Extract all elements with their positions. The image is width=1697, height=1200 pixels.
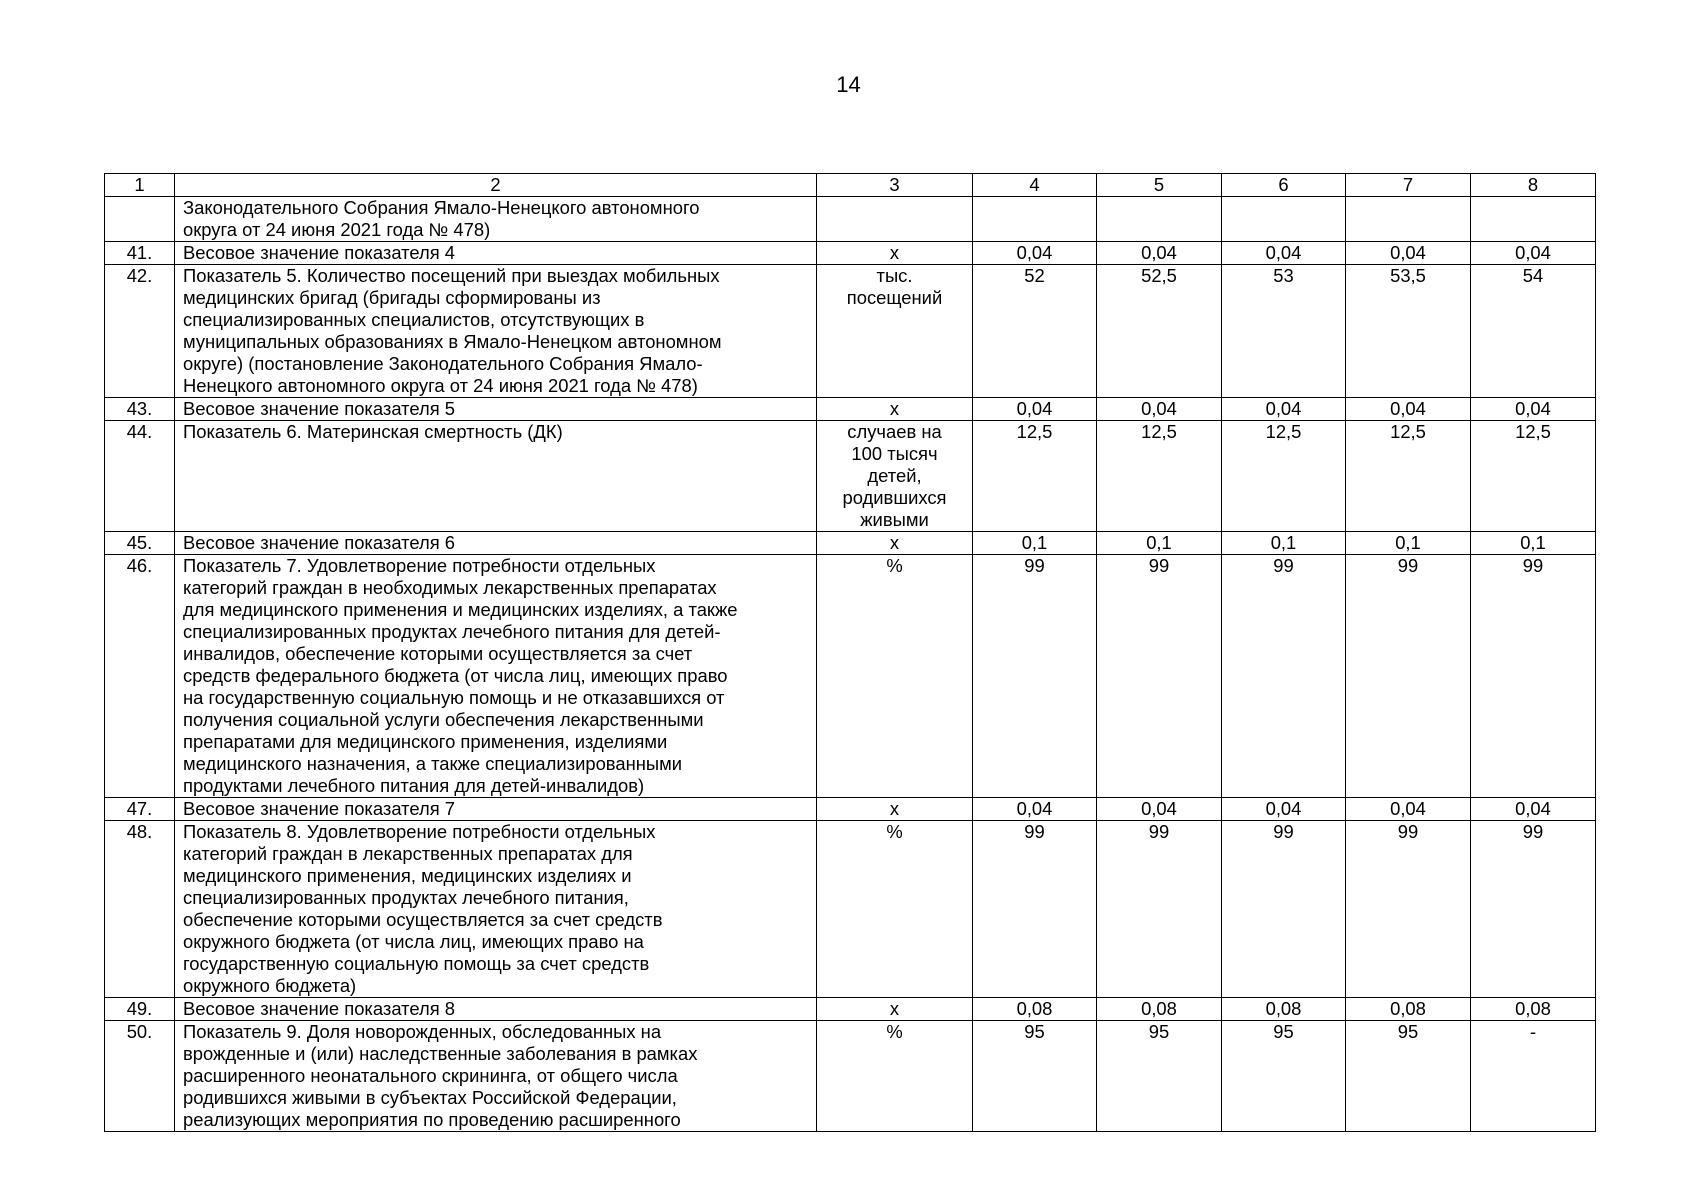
column-header: 2	[175, 174, 817, 197]
value-cell	[1097, 197, 1222, 242]
unit-line: случаев на	[847, 421, 942, 442]
value-cell: 99	[1471, 821, 1596, 998]
indicator-name-cell	[175, 555, 817, 798]
indicator-name-cell	[175, 532, 817, 555]
value-cell	[1346, 197, 1471, 242]
unit-line: детей,	[867, 465, 922, 486]
indicator-name-line: специализированных специалистов, отсутствующих в	[183, 309, 645, 330]
value-cell: 0,08	[1222, 998, 1346, 1021]
indicator-name-line: Весовое значение показателя 6	[183, 532, 456, 553]
indicator-name-line: обеспечение которыми осуществляется за счет средств	[183, 909, 663, 930]
value-cell: 99	[1222, 555, 1346, 798]
page-number: 14	[836, 72, 861, 97]
indicator-name-line: врожденные и (или) наследственные заболевания в рамках	[183, 1043, 698, 1064]
unit-line: родившихся	[842, 487, 947, 508]
value-cell: 0,04	[1222, 798, 1346, 821]
unit-line: х	[889, 532, 900, 553]
indicator-name-line: медицинских бригад (бригады сформированы из	[183, 287, 601, 308]
indicator-name-line: инвалидов, обеспечение которыми осуществляется за счет	[183, 643, 693, 664]
value-cell: 0,08	[1471, 998, 1596, 1021]
table-row	[105, 532, 1596, 555]
unit-line: х	[889, 242, 900, 263]
value-cell: 99	[1346, 821, 1471, 998]
table-row	[105, 998, 1596, 1021]
unit-cell	[817, 197, 973, 242]
column-header: 6	[1222, 174, 1346, 197]
value-cell: 0,1	[1471, 532, 1596, 555]
indicator-name-line: окружного бюджета (от числа лиц, имеющих право на	[183, 931, 644, 952]
row-number-cell	[105, 197, 175, 242]
indicator-name-line: категорий граждан в необходимых лекарственных препаратах	[183, 577, 717, 598]
row-number-cell: 41.	[105, 242, 175, 265]
table-row	[105, 555, 1596, 798]
indicator-name-cell	[175, 1021, 817, 1132]
unit-line: %	[886, 555, 903, 576]
unit-cell	[817, 1021, 973, 1132]
indicator-name-line: Законодательного Собрания Ямало-Ненецкого автономного	[183, 197, 700, 218]
value-cell: 0,1	[1097, 532, 1222, 555]
indicator-name-line: Весовое значение показателя 5	[183, 398, 456, 419]
table-row	[105, 821, 1596, 998]
value-cell: 0,04	[1346, 798, 1471, 821]
indicator-name-cell	[175, 998, 817, 1021]
value-cell	[973, 197, 1097, 242]
unit-cell	[817, 398, 973, 421]
table-row	[105, 197, 1596, 242]
unit-line: х	[889, 398, 900, 419]
indicator-name-line: Показатель 7. Удовлетворение потребности отдельных	[183, 555, 656, 576]
value-cell: 0,04	[973, 798, 1097, 821]
indicator-name-line: продуктами лечебного питания для детей-инвалидов)	[183, 775, 645, 796]
value-cell: 0,04	[973, 398, 1097, 421]
value-cell: 53,5	[1346, 265, 1471, 398]
value-cell: 0,04	[1471, 398, 1596, 421]
table-row	[105, 265, 1596, 398]
indicator-name-line: родившихся живыми в субъектах Российской Федерации,	[183, 1087, 677, 1108]
row-number-cell: 50.	[105, 1021, 175, 1132]
indicator-name-line: округа от 24 июня 2021 года № 478)	[183, 219, 491, 240]
value-cell: 99	[1346, 555, 1471, 798]
indicator-name-line: Весовое значение показателя 4	[183, 242, 456, 263]
indicator-name-line: на государственную социальную помощь и не отказавшихся от	[183, 687, 725, 708]
indicator-name-line: Показатель 9. Доля новорожденных, обследованных на	[183, 1021, 662, 1042]
indicator-name-cell	[175, 265, 817, 398]
table-header-row	[105, 174, 1596, 197]
indicator-name-line: препаратами для медицинского применения, изделиями	[183, 731, 668, 752]
indicator-name-line: Показатель 8. Удовлетворение потребности отдельных	[183, 821, 656, 842]
value-cell: 12,5	[1097, 421, 1222, 532]
indicator-name-line: муниципальных образованиях в Ямало-Ненецком автономном	[183, 331, 722, 352]
value-cell: 0,04	[1471, 242, 1596, 265]
indicator-name-cell	[175, 242, 817, 265]
indicator-name-line: округе) (постановление Законодательного Собрания Ямало-	[183, 353, 703, 374]
value-cell	[1222, 197, 1346, 242]
value-cell: 99	[1471, 555, 1596, 798]
value-cell: 0,04	[1346, 242, 1471, 265]
value-cell: 99	[1097, 821, 1222, 998]
unit-line: посещений	[846, 287, 943, 308]
row-number-cell: 49.	[105, 998, 175, 1021]
indicator-name-line: окружного бюджета)	[183, 975, 357, 996]
column-header: 1	[105, 174, 175, 197]
value-cell: 0,04	[1222, 242, 1346, 265]
value-cell: 99	[973, 821, 1097, 998]
indicator-name-line: категорий граждан в лекарственных препаратах для	[183, 843, 633, 864]
unit-cell	[817, 555, 973, 798]
value-cell: 0,04	[1471, 798, 1596, 821]
indicator-name-cell	[175, 821, 817, 998]
unit-line: тыс.	[876, 265, 913, 286]
table-row	[105, 1021, 1596, 1132]
unit-line: х	[889, 998, 900, 1019]
value-cell: 95	[1222, 1021, 1346, 1132]
indicator-name-line: специализированных продуктах лечебного питания для детей-	[183, 621, 721, 642]
table-row	[105, 242, 1596, 265]
value-cell	[1471, 197, 1596, 242]
table-row	[105, 398, 1596, 421]
value-cell: 95	[1346, 1021, 1471, 1132]
value-cell: 99	[1222, 821, 1346, 998]
table-row	[105, 798, 1596, 821]
indicator-name-line: для медицинского применения и медицинских изделиях, а также	[183, 599, 738, 620]
row-number-cell: 44.	[105, 421, 175, 532]
indicator-name-cell	[175, 421, 817, 532]
indicator-name-line: медицинского назначения, а также специализированными	[183, 753, 683, 774]
column-header: 7	[1346, 174, 1471, 197]
value-cell: 0,1	[1222, 532, 1346, 555]
value-cell: 0,08	[973, 998, 1097, 1021]
value-cell: 99	[1097, 555, 1222, 798]
value-cell: 0,1	[1346, 532, 1471, 555]
indicator-name-line: Показатель 5. Количество посещений при выездах мобильных	[183, 265, 720, 286]
indicators-table	[104, 173, 1596, 1132]
value-cell: 0,08	[1097, 998, 1222, 1021]
indicator-name-line: государственную социальную помощь за счет средств	[183, 953, 650, 974]
column-header: 3	[817, 174, 973, 197]
row-number-cell: 43.	[105, 398, 175, 421]
value-cell: 0,04	[973, 242, 1097, 265]
row-number-cell: 46.	[105, 555, 175, 798]
value-cell: 53	[1222, 265, 1346, 398]
row-number-cell: 48.	[105, 821, 175, 998]
indicator-name-line: Весовое значение показателя 7	[183, 798, 456, 819]
value-cell: 52	[973, 265, 1097, 398]
indicator-name-line: получения социальной услуги обеспечения лекарственными	[183, 709, 704, 730]
value-cell: 12,5	[1346, 421, 1471, 532]
row-number-cell: 45.	[105, 532, 175, 555]
row-number-cell: 42.	[105, 265, 175, 398]
unit-cell	[817, 821, 973, 998]
unit-cell	[817, 998, 973, 1021]
value-cell: 0,04	[1097, 242, 1222, 265]
value-cell: 54	[1471, 265, 1596, 398]
unit-cell	[817, 532, 973, 555]
value-cell: 0,04	[1097, 398, 1222, 421]
value-cell: 0,04	[1097, 798, 1222, 821]
value-cell: 12,5	[1222, 421, 1346, 532]
column-header: 4	[973, 174, 1097, 197]
value-cell: 99	[973, 555, 1097, 798]
table-row	[105, 421, 1596, 532]
indicator-name-line: Показатель 6. Материнская смертность (ДК)	[183, 421, 563, 442]
indicator-name-line: реализующих мероприятия по проведению расширенного	[183, 1109, 681, 1130]
column-header: 8	[1471, 174, 1596, 197]
value-cell: 12,5	[973, 421, 1097, 532]
value-cell: -	[1471, 1021, 1596, 1132]
value-cell: 0,1	[973, 532, 1097, 555]
indicator-name-line: специализированных продуктах лечебного питания,	[183, 887, 629, 908]
unit-cell	[817, 242, 973, 265]
indicator-name-line: Ненецкого автономного округа от 24 июня 2021 года № 478)	[183, 375, 698, 396]
unit-line: %	[886, 821, 903, 842]
unit-line: живыми	[860, 509, 929, 530]
indicator-name-line: расширенного неонатального скрининга, от общего числа	[183, 1065, 678, 1086]
indicator-name-cell	[175, 798, 817, 821]
row-number-cell: 47.	[105, 798, 175, 821]
indicator-name-line: Весовое значение показателя 8	[183, 998, 456, 1019]
indicator-name-cell	[175, 398, 817, 421]
indicator-name-line: средств федерального бюджета (от числа лиц, имеющих право	[183, 665, 728, 686]
value-cell: 0,04	[1346, 398, 1471, 421]
value-cell: 95	[973, 1021, 1097, 1132]
unit-cell	[817, 421, 973, 532]
value-cell: 12,5	[1471, 421, 1596, 532]
indicator-name-cell	[175, 197, 817, 242]
value-cell: 0,08	[1346, 998, 1471, 1021]
column-header: 5	[1097, 174, 1222, 197]
value-cell: 0,04	[1222, 398, 1346, 421]
indicator-name-line: медицинского применения, медицинских изделиях и	[183, 865, 632, 886]
unit-cell	[817, 798, 973, 821]
unit-line: %	[886, 1021, 903, 1042]
value-cell: 95	[1097, 1021, 1222, 1132]
unit-line: 100 тысяч	[851, 443, 938, 464]
unit-line: х	[889, 798, 900, 819]
value-cell: 52,5	[1097, 265, 1222, 398]
unit-cell	[817, 265, 973, 398]
